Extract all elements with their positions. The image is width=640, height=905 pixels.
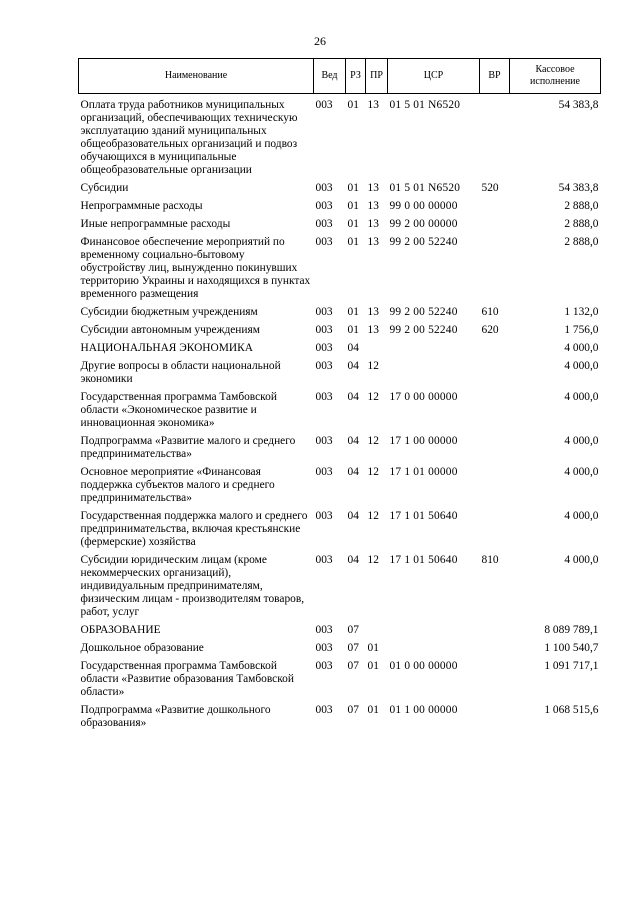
table-row	[79, 94, 601, 178]
row-name: Субсидии юридическим лицам (кроме некоммерческих организаций), индивидуальным предпринимателям, физическим лицам - производителям товаров, работ, услуг	[80, 554, 305, 618]
header-csr: ЦСР	[388, 59, 480, 94]
header-rz: РЗ	[346, 59, 366, 94]
table-row	[79, 355, 601, 386]
row-ved: 003	[315, 510, 333, 522]
table-row	[79, 177, 601, 195]
row-vr: 520	[481, 182, 499, 194]
row-csr: 99 0 00 00000	[389, 200, 458, 212]
row-name: НАЦИОНАЛЬНАЯ ЭКОНОМИКА	[80, 342, 253, 354]
row-ved: 003	[315, 391, 333, 403]
row-ved: 003	[315, 360, 333, 372]
row-name: Финансовое обеспечение мероприятий по временному социально-бытовому обустройству лиц, вынужденно покинувших территорию Украины и находящихся в пунктах временного размещения	[80, 236, 311, 300]
row-vr	[480, 461, 510, 505]
row-vr	[480, 655, 510, 699]
row-rz: 01	[347, 218, 359, 230]
row-rz: 07	[347, 704, 359, 716]
row-ved: 003	[315, 660, 333, 672]
table-row	[79, 337, 601, 355]
row-name: Другие вопросы в области национальной экономики	[80, 360, 281, 385]
row-pr: 01	[367, 660, 379, 672]
row-name: Основное мероприятие «Финансовая поддержка субъектов малого и среднего предпринимательства»	[80, 466, 275, 504]
row-csr: 17 1 01 50640	[389, 510, 458, 522]
row-csr: 01 0 00 00000	[389, 660, 458, 672]
row-rz: 04	[347, 391, 359, 403]
row-csr: 17 1 01 50640	[389, 554, 458, 566]
row-csr: 99 2 00 52240	[389, 324, 458, 336]
row-csr: 17 1 00 00000	[389, 435, 458, 447]
row-vr	[480, 213, 510, 231]
row-name: Подпрограмма «Развитие дошкольного образования»	[80, 704, 271, 729]
row-ved: 003	[315, 642, 333, 654]
row-rz: 04	[347, 360, 359, 372]
row-rz: 01	[347, 182, 359, 194]
row-rz: 01	[347, 324, 359, 336]
row-vr	[480, 386, 510, 430]
header-pr: ПР	[366, 59, 388, 94]
table-row	[79, 430, 601, 461]
table-row	[79, 655, 601, 699]
row-name: Субсидии	[80, 182, 129, 194]
row-vr	[480, 699, 510, 730]
row-rz: 01	[347, 99, 359, 111]
row-pr: 12	[367, 435, 379, 447]
row-pr: 12	[367, 554, 379, 566]
row-csr: 99 2 00 52240	[389, 306, 458, 318]
row-vr	[480, 231, 510, 301]
row-sum: 1 100 540,7	[544, 642, 599, 654]
row-csr	[388, 355, 480, 386]
row-csr: 99 2 00 52240	[389, 236, 458, 248]
row-vr	[480, 505, 510, 549]
row-pr: 12	[367, 360, 379, 372]
row-csr: 17 1 01 00000	[389, 466, 458, 478]
table-body	[79, 94, 601, 731]
row-name: Подпрограмма «Развитие малого и среднего предпринимательства»	[80, 435, 296, 460]
row-csr: 01 5 01 N6520	[389, 99, 461, 111]
table-row	[79, 505, 601, 549]
row-sum: 54 383,8	[558, 99, 599, 111]
row-sum: 1 091 717,1	[544, 660, 599, 672]
row-name: ОБРАЗОВАНИЕ	[80, 624, 161, 636]
row-rz: 01	[347, 200, 359, 212]
row-sum: 1 756,0	[564, 324, 599, 336]
header-name: Наименование	[79, 59, 314, 94]
row-rz: 04	[347, 342, 359, 354]
row-name: Государственная программа Тамбовской области «Развитие образования Тамбовской области»	[80, 660, 294, 698]
table-row	[79, 231, 601, 301]
table-row	[79, 319, 601, 337]
row-rz: 04	[347, 510, 359, 522]
table-row	[79, 699, 601, 730]
row-sum: 4 000,0	[564, 391, 599, 403]
row-vr: 610	[481, 306, 499, 318]
row-ved: 003	[315, 324, 333, 336]
row-sum: 2 888,0	[564, 200, 599, 212]
row-sum: 1 068 515,6	[544, 704, 599, 716]
row-ved: 003	[315, 342, 333, 354]
table-row	[79, 213, 601, 231]
table-row	[79, 619, 601, 637]
row-name: Иные непрограммные расходы	[80, 218, 231, 230]
row-csr: 01 1 00 00000	[389, 704, 458, 716]
row-csr: 17 0 00 00000	[389, 391, 458, 403]
row-sum: 4 000,0	[564, 342, 599, 354]
row-name: Дошкольное образование	[80, 642, 204, 654]
row-vr	[480, 619, 510, 637]
row-pr: 13	[367, 236, 379, 248]
table-header-row	[79, 59, 601, 94]
row-rz: 01	[347, 306, 359, 318]
row-rz: 07	[347, 660, 359, 672]
header-vr: ВР	[480, 59, 510, 94]
row-ved: 003	[315, 554, 333, 566]
row-csr: 01 5 01 N6520	[389, 182, 461, 194]
row-name: Субсидии бюджетным учреждениям	[80, 306, 258, 318]
row-csr: 99 2 00 00000	[389, 218, 458, 230]
row-name: Государственная поддержка малого и среднего предпринимательства, включая крестьянские (фермерские) хозяйства	[80, 510, 308, 548]
row-csr	[388, 637, 480, 655]
row-ved: 003	[315, 236, 333, 248]
row-ved: 003	[315, 218, 333, 230]
row-sum: 8 089 789,1	[544, 624, 599, 636]
row-ved: 003	[315, 435, 333, 447]
row-vr	[480, 355, 510, 386]
row-sum: 2 888,0	[564, 236, 599, 248]
table-row	[79, 461, 601, 505]
row-rz: 04	[347, 466, 359, 478]
row-pr: 13	[367, 99, 379, 111]
row-csr	[388, 619, 480, 637]
row-name: Государственная программа Тамбовской области «Экономическое развитие и инновационная экономика»	[80, 391, 277, 429]
row-rz: 07	[347, 624, 359, 636]
row-pr	[366, 619, 388, 637]
table-row	[79, 549, 601, 619]
row-rz: 01	[347, 236, 359, 248]
row-name: Субсидии автономным учреждениям	[80, 324, 260, 336]
page-number: 26	[314, 34, 326, 48]
row-pr: 13	[367, 200, 379, 212]
table-row	[79, 637, 601, 655]
row-vr	[480, 337, 510, 355]
row-pr: 12	[367, 510, 379, 522]
table-row	[79, 301, 601, 319]
row-name: Оплата труда работников муниципальных организаций, обеспечивающих техническую эксплуатацию зданий муниципальных общеобразовательных организаций и подвоз обучающихся в муниципальные общеобразовательные организации	[80, 99, 298, 176]
row-sum: 4 000,0	[564, 360, 599, 372]
table-row	[79, 195, 601, 213]
header-sum: Кассовое исполнение	[510, 59, 601, 94]
row-ved: 003	[315, 306, 333, 318]
row-rz: 04	[347, 435, 359, 447]
row-ved: 003	[315, 182, 333, 194]
table-row	[79, 386, 601, 430]
row-ved: 003	[315, 624, 333, 636]
row-pr: 13	[367, 306, 379, 318]
row-rz: 04	[347, 554, 359, 566]
row-pr: 01	[367, 704, 379, 716]
row-ved: 003	[315, 704, 333, 716]
row-sum: 4 000,0	[564, 466, 599, 478]
row-vr	[480, 195, 510, 213]
row-ved: 003	[315, 99, 333, 111]
row-rz: 07	[347, 642, 359, 654]
row-vr: 620	[481, 324, 499, 336]
row-sum: 4 000,0	[564, 554, 599, 566]
row-ved: 003	[315, 466, 333, 478]
row-sum: 54 383,8	[558, 182, 599, 194]
row-pr: 01	[367, 642, 379, 654]
row-sum: 4 000,0	[564, 510, 599, 522]
row-vr: 810	[481, 554, 499, 566]
row-ved: 003	[315, 200, 333, 212]
row-sum: 4 000,0	[564, 435, 599, 447]
row-pr: 12	[367, 391, 379, 403]
header-ved: Вед	[314, 59, 346, 94]
row-vr	[480, 430, 510, 461]
row-pr: 12	[367, 466, 379, 478]
row-pr	[366, 337, 388, 355]
row-sum: 1 132,0	[564, 306, 599, 318]
row-csr	[388, 337, 480, 355]
budget-table	[78, 58, 601, 730]
row-pr: 13	[367, 182, 379, 194]
row-sum: 2 888,0	[564, 218, 599, 230]
row-vr	[480, 94, 510, 178]
row-vr	[480, 637, 510, 655]
row-name: Непрограммные расходы	[80, 200, 203, 212]
row-pr: 13	[367, 324, 379, 336]
row-pr: 13	[367, 218, 379, 230]
